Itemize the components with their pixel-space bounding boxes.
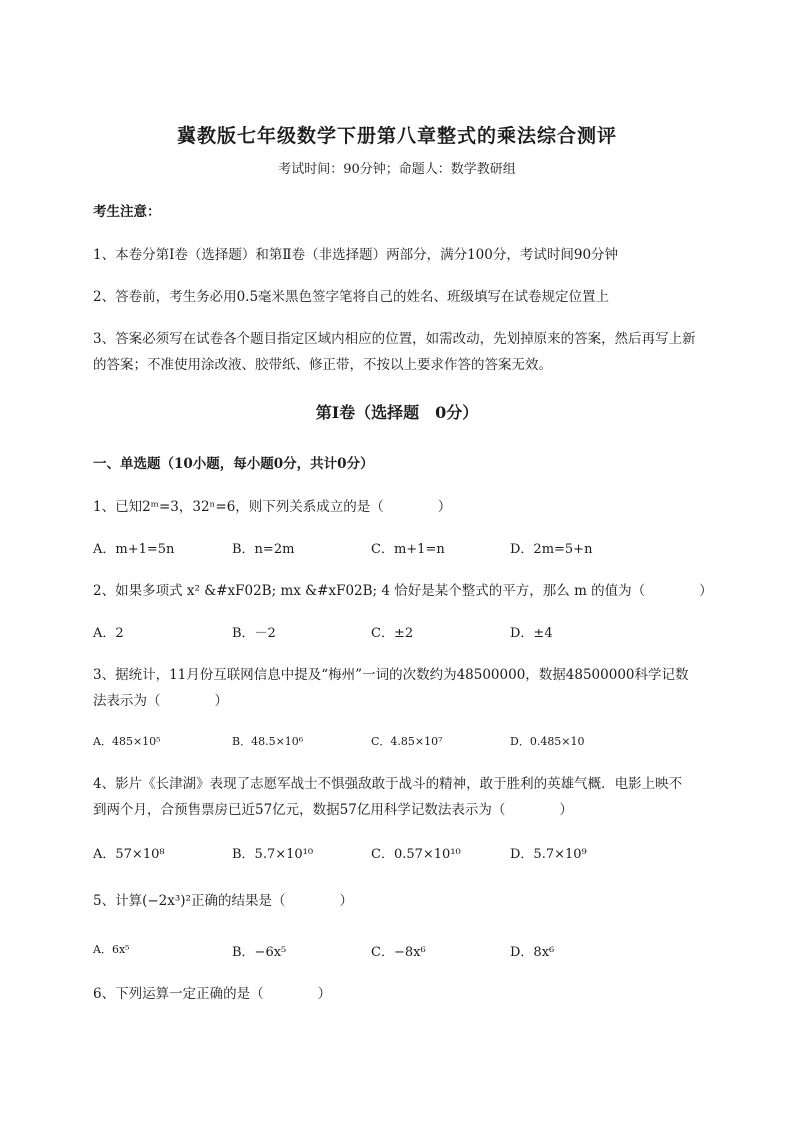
page-subtitle: 考试时间：90分钟；命题人：数学教研组 [278, 162, 516, 177]
question-4-option-a[interactable]: A．57×10⁸ [93, 847, 165, 862]
question-1-option-d[interactable]: D．2m=5+n [510, 542, 593, 557]
question-5-option-a[interactable]: A．6x⁵ [93, 943, 130, 956]
question-1-option-c[interactable]: C．m+1=n [371, 542, 445, 557]
question-3-stem: 3、据统计，11月份互联网信息中提及“梅州”一词的次数约为48500000，数据48500000科学记数 [93, 667, 689, 683]
question-4-stem-cont: 到两个月，合预售票房已近57亿元，数据57亿用科学记数法表示为（ ） [93, 802, 573, 818]
question-6-stem: 6、下列运算一定正确的是（ ） [93, 986, 332, 1002]
question-5-option-d[interactable]: D．8x⁶ [510, 945, 555, 960]
question-2-option-b[interactable]: B．－2 [232, 626, 276, 641]
notice-heading: 考生注意： [93, 204, 161, 220]
notice-item-2: 2、答卷前，考生务必用0.5毫米黑色签字笔将自己的姓名、班级填写在试卷规定位置上 [93, 289, 610, 305]
question-1-stem: 1、已知2ᵐ=3，32ⁿ=6，则下列关系成立的是（ ） [93, 499, 452, 515]
notice-item-3-cont: 的答案；不准使用涂改液、胶带纸、修正带，不按以上要求作答的答案无效。 [93, 357, 552, 373]
question-3-option-a[interactable]: A．485×10⁵ [93, 735, 161, 748]
section-title: 第I卷（选择题 0分） [315, 403, 479, 422]
question-4-option-d[interactable]: D．5.7×10⁹ [510, 847, 587, 862]
question-3-option-b[interactable]: B．48.5×10⁶ [232, 735, 304, 748]
question-2-option-c[interactable]: C．±2 [371, 626, 414, 641]
question-4-option-b[interactable]: B．5.7×10¹⁰ [232, 847, 314, 862]
question-5-option-c[interactable]: C．−8x⁶ [371, 945, 426, 960]
question-3-option-c[interactable]: C．4.85×10⁷ [371, 735, 443, 748]
question-1-option-a[interactable]: A．m+1=5n [93, 542, 175, 557]
question-2-option-d[interactable]: D．±4 [510, 626, 553, 641]
section-subtitle: 一、单选题（10小题，每小题0分，共计0分） [93, 456, 374, 472]
question-5-option-b[interactable]: B．−6x⁵ [232, 945, 287, 960]
question-5-stem: 5、计算(−2x³)²正确的结果是（ ） [93, 893, 353, 909]
page-title: 冀教版七年级数学下册第八章整式的乘法综合测评 [176, 125, 617, 147]
question-1-option-b[interactable]: B．n=2m [232, 542, 295, 557]
notice-item-1: 1、本卷分第I卷（选择题）和第Ⅱ卷（非选择题）两部分，满分100分，考试时间90分钟 [93, 247, 619, 263]
question-4-option-c[interactable]: C．0.57×10¹⁰ [371, 847, 461, 862]
question-3-stem-cont: 法表示为（ ） [93, 693, 228, 709]
question-2-option-a[interactable]: A．2 [93, 626, 124, 641]
question-4-stem: 4、影片《长津湖》表现了志愿军战士不惧强敌敢于战斗的精神，敢于胜利的英雄气概．电影上映不 [93, 776, 683, 792]
notice-item-3: 3、答案必须写在试卷各个题目指定区域内相应的位置，如需改动，先划掉原来的答案，然后再写上新 [93, 331, 696, 347]
question-2-stem: 2、如果多项式 x² &#xF02B; mx &#xF02B; 4 恰好是某个整式的平方，那么 m 的值为（ ） [93, 583, 713, 599]
question-3-option-d[interactable]: D．0.485×10 [510, 735, 585, 748]
